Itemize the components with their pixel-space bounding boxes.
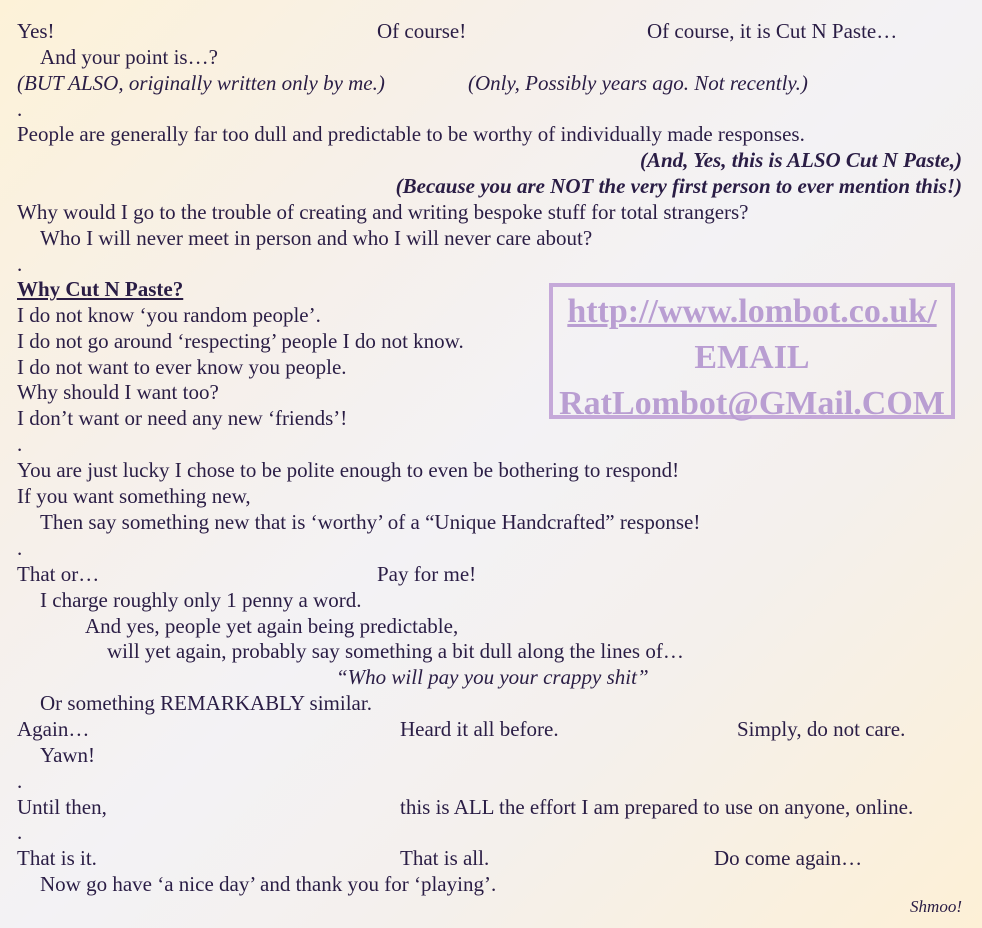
text-line: That is it. <box>17 846 97 870</box>
text-line: I charge roughly only 1 penny a word. <box>40 588 362 612</box>
text-line: will yet again, probably say something a bit dull along the lines of… <box>107 639 684 663</box>
text-line: Of course! <box>377 19 467 43</box>
signature: Shmoo! <box>910 897 962 916</box>
text-line: Why should I want too? <box>17 380 219 404</box>
text-line: this is ALL the effort I am prepared to use on anyone, online. <box>400 795 914 819</box>
text-line: I do not know ‘you random people’. <box>17 303 321 327</box>
text-line: . <box>17 432 23 456</box>
text-line: . <box>17 769 23 793</box>
text-line: (Only, Possibly years ago. Not recently.) <box>468 71 808 95</box>
section-heading: Why Cut N Paste? <box>17 277 184 301</box>
email-label: EMAIL <box>694 339 810 376</box>
text-line: And your point is…? <box>40 45 218 69</box>
text-line: I do not want to ever know you people. <box>17 355 347 379</box>
text-line: (BUT ALSO, originally written only by me.) <box>17 71 385 95</box>
text-line: Who I will never meet in person and who I will never care about? <box>40 226 593 250</box>
email-address[interactable]: RatLombot@GMail.COM <box>559 385 945 422</box>
text-line: . <box>17 820 23 844</box>
contact-box <box>549 283 955 422</box>
text-line: I don’t want or need any new ‘friends’! <box>17 406 348 430</box>
text-line: Or something REMARKABLY similar. <box>40 691 372 715</box>
text-line: . <box>17 536 23 560</box>
quote-line: “Who will pay you your crappy shit” <box>336 665 649 689</box>
text-line: Yawn! <box>40 743 96 767</box>
text-line: Heard it all before. <box>400 717 559 741</box>
text-line: You are just lucky I chose to be polite enough to even be bothering to respond! <box>17 458 680 482</box>
text-line: People are generally far too dull and predictable to be worthy of individually made responses. <box>17 122 805 146</box>
text-line: That is all. <box>400 846 490 870</box>
text-line: . <box>17 252 23 276</box>
text-line: And yes, people yet again being predictable, <box>85 614 459 638</box>
text-line: Until then, <box>17 795 107 819</box>
text-line: I do not go around ‘respecting’ people I do not know. <box>17 329 464 353</box>
text-line: (And, Yes, this is ALSO Cut N Paste,) <box>639 148 962 172</box>
text-line: Now go have ‘a nice day’ and thank you for ‘playing’. <box>40 872 497 896</box>
text-line: Why would I go to the trouble of creating and writing bespoke stuff for total strangers? <box>17 200 749 224</box>
text-line: Simply, do not care. <box>737 717 906 741</box>
text-line: Yes! <box>17 19 55 43</box>
text-line: . <box>17 97 23 121</box>
text-line: (Because you are NOT the very first person to ever mention this!) <box>395 174 962 198</box>
text-line: Do come again… <box>714 846 863 870</box>
text-line: That or… <box>17 562 100 586</box>
text-line: Pay for me! <box>377 562 477 586</box>
text-line: Of course, it is Cut N Paste… <box>647 19 898 43</box>
website-link[interactable]: http://www.lombot.co.uk/ <box>567 293 937 330</box>
text-line: If you want something new, <box>17 484 251 508</box>
text-line: Then say something new that is ‘worthy’ of a “Unique Handcrafted” response! <box>40 510 701 534</box>
text-line: Again… <box>17 717 90 741</box>
